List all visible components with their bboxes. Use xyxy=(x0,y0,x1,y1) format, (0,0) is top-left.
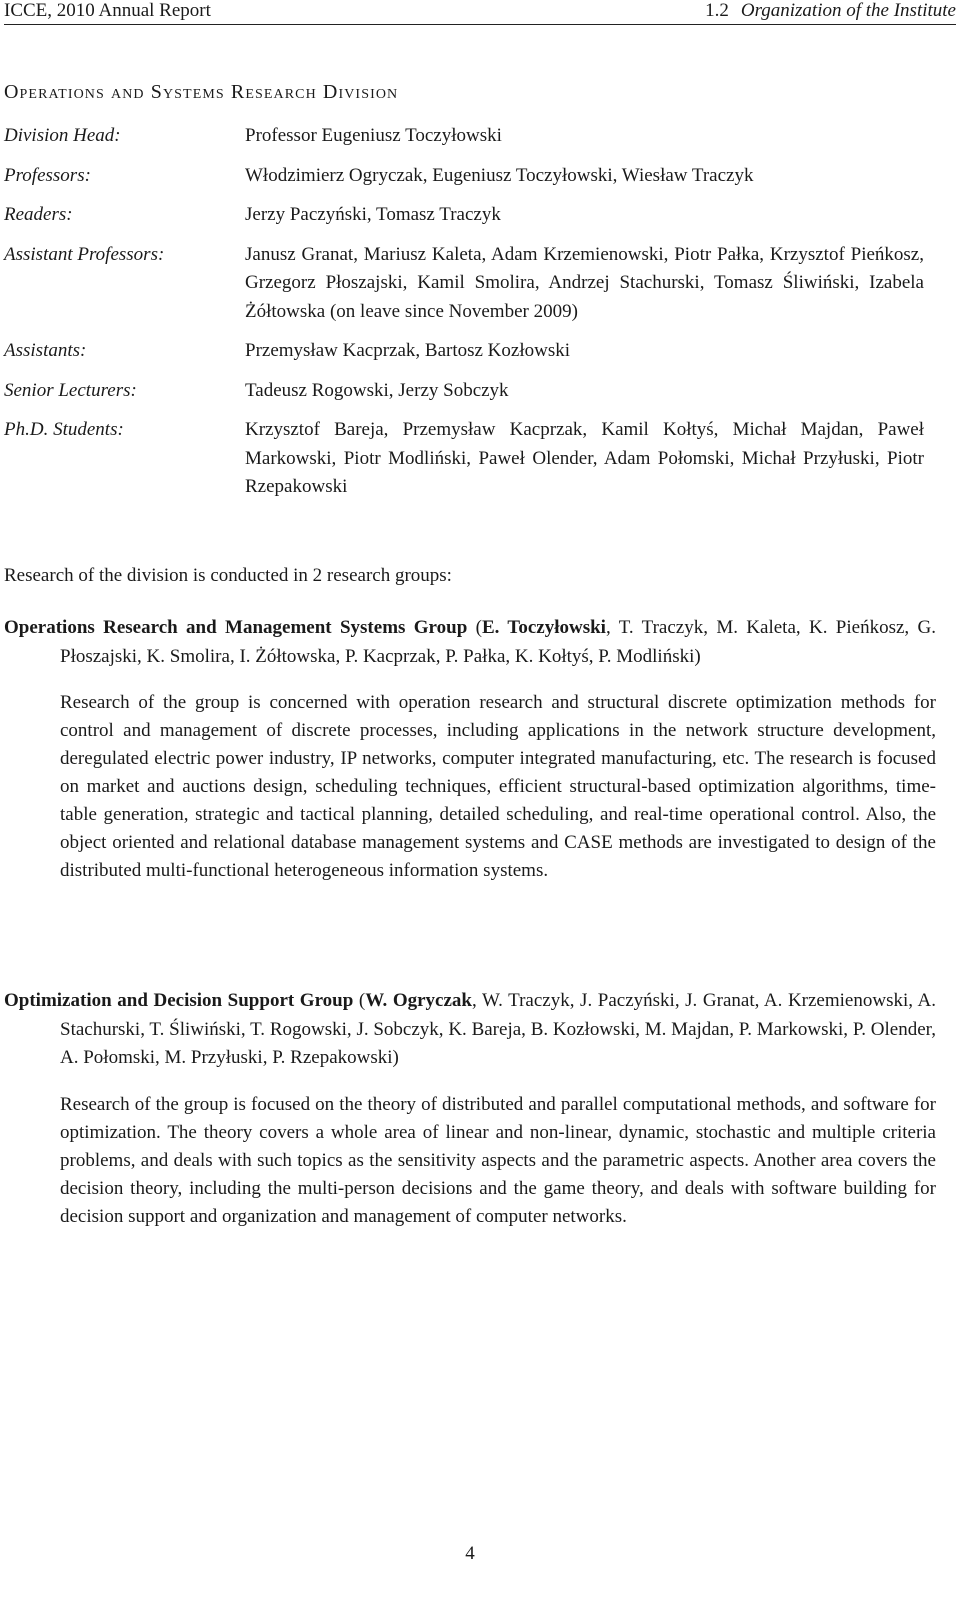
report-title: ICCE, 2010 Annual Report xyxy=(4,0,211,21)
staff-names: Jerzy Paczyński, Tomasz Traczyk xyxy=(245,204,501,225)
staff-names: Professor Eugeniusz Toczyłowski xyxy=(245,125,502,146)
page-number: 4 xyxy=(465,1543,475,1564)
staff-row-professors xyxy=(4,162,954,191)
staff-names: Krzysztof Bareja, Przemysław Kacprzak, Kamil Kołtyś, Michał Majdan, Paweł Markowski, Piotr Modliński, Paweł Olender, Adam Połomski, Michał Przyłuski, Piotr Rzepakowski xyxy=(245,419,924,497)
staff-names: Przemysław Kacprzak, Bartosz Kozłowski xyxy=(245,340,571,361)
research-group-optimization xyxy=(4,987,936,1231)
staff-label: Readers: xyxy=(4,204,73,225)
section-number: 1.2 xyxy=(705,0,729,21)
staff-label: Division Head: xyxy=(4,125,121,146)
staff-names: Tadeusz Rogowski, Jerzy Sobczyk xyxy=(245,379,509,401)
staff-names: Janusz Granat, Mariusz Kaleta, Adam Krzemienowski, Piotr Pałka, Krzysztof Pieńkosz, Grzegorz Płoszajski, Kamil Smolira, Andrzej Stachurski, Tomasz Śliwiński, Izabela Żółtowska (on leave since November 2009) xyxy=(245,243,924,322)
group-paren: ( xyxy=(467,617,482,638)
group-head-name: E. Toczyłowski xyxy=(481,617,606,638)
staff-label: Ph.D. Students: xyxy=(4,419,124,440)
staff-label: Assistant Professors: xyxy=(4,243,165,265)
staff-label: Senior Lecturers: xyxy=(4,379,137,401)
staff-row-assistants xyxy=(4,337,954,366)
group-name: Optimization and Decision Support Group xyxy=(4,990,354,1011)
staff-row-readers xyxy=(4,201,954,230)
group-members: , W. Traczyk, J. Paczyński, J. Granat, A. Krzemienowski, A. Stachurski, T. Śliwiński, T. Rogowski, J. Sobczyk, K. Bareja, B. Kozłowski, M. Majdan, P. Markowski, P. Olender, A. Połomski, M. Przyłuski, P. Rzepakowski) xyxy=(60,990,937,1068)
staff-label: Assistants: xyxy=(4,340,87,361)
group-members: , T. Traczyk, M. Kaleta, K. Pieńkosz, G. Płoszajski, K. Smolira, I. Żółtowska, P. Kacprzak, P. Pałka, K. Kołtyś, P. Modliński) xyxy=(60,617,936,667)
staff-names: Włodzimierz Ogryczak, Eugeniusz Toczyłowski, Wiesław Traczyk xyxy=(245,164,754,186)
staff-row-assistant-professors xyxy=(4,241,954,327)
staff-row-senior-lecturers xyxy=(4,377,954,406)
staff-row-phd-students xyxy=(4,416,954,502)
running-header xyxy=(4,0,956,25)
group-heading xyxy=(4,614,936,671)
group-description: Research of the group is focused on the theory of distributed and parallel computational methods, and software for optimization. The theory covers a whole area of linear and non-linear, dynamic, stochastic and multiple criteria problems, and deals with such topics as the sensitivity aspects and the parametric aspects. Another area covers the decision theory, including the multi-person decisions and the game theory, and deals with software building for decision support and organization and management of computer networks. xyxy=(60,1093,936,1227)
group-paren: ( xyxy=(353,990,366,1011)
research-group-operations xyxy=(4,614,936,885)
group-description: Research of the group is concerned with operation research and structural discrete optimization methods for control and management of discrete processes, including applications in the network structure development, deregulated electric power industry, IP networks, computer integrated manufacturing, etc. The research is focused on market and auctions design, scheduling techniques, efficient structural-based optimization algorithms, time-table generation, strategic and tactical planning, detailed scheduling, and real-time operational control. Also, the object oriented and relational database management systems and CASE methods are investigated to design of the distributed multi-functional heterogeneous information systems. xyxy=(60,692,936,881)
staff-label: Professors: xyxy=(4,164,91,186)
intro-paragraph: Research of the division is conducted in 2 research groups: xyxy=(4,565,452,586)
group-heading xyxy=(4,987,936,1073)
group-name: Operations Research and Management Systems Group xyxy=(4,617,468,638)
division-title: Operations and Systems Research Division xyxy=(4,81,399,103)
section-title: Organization of the Institute xyxy=(740,0,956,21)
staff-row-division-head xyxy=(4,122,954,151)
section-heading xyxy=(705,0,956,22)
group-head-name: W. Ogryczak xyxy=(365,990,472,1011)
staff-list xyxy=(4,122,954,513)
